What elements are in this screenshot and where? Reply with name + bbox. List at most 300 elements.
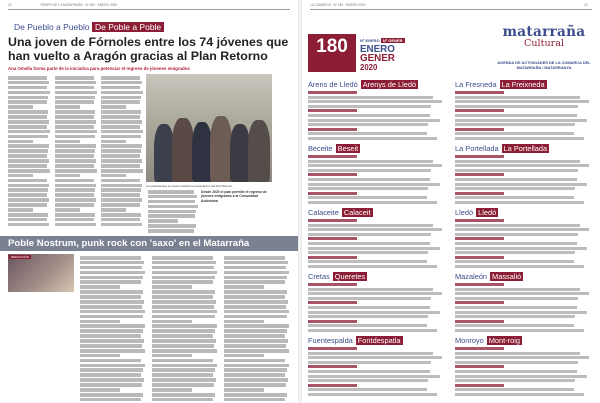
event-date [308, 283, 357, 286]
text-line [55, 130, 97, 134]
agenda-town-heading [308, 272, 367, 281]
event-line [455, 260, 574, 263]
text-line [148, 190, 194, 194]
event-line [308, 196, 427, 199]
event-line [455, 356, 589, 359]
text-line [152, 266, 214, 270]
event-line [308, 356, 442, 359]
year: 2020 [360, 63, 378, 72]
text-line [152, 368, 215, 372]
agenda-town-heading [455, 336, 522, 345]
event-line [308, 96, 433, 99]
text-line [8, 96, 48, 100]
agenda-town-heading [455, 144, 549, 153]
text-line [55, 213, 95, 217]
event-line [455, 178, 577, 181]
event-line [308, 388, 427, 391]
text-line [55, 164, 94, 168]
text-line [55, 76, 94, 80]
text-line [101, 76, 140, 80]
right-page [302, 0, 600, 403]
text-line [55, 188, 95, 192]
text-line [148, 229, 194, 233]
text-line [80, 271, 145, 275]
text-line [55, 159, 96, 163]
event-line [455, 315, 575, 318]
text-line [55, 105, 80, 109]
event-date [455, 256, 504, 259]
agenda-title: AGENDA DE ACTIVIDADES DE LA COMARCA DEL MATARRAÑA / MATARRANYA [497, 60, 591, 70]
event-line [308, 105, 431, 108]
text-line [55, 208, 80, 212]
event-line [455, 201, 584, 204]
town-name-es: Beceite [308, 144, 333, 153]
event-date [308, 237, 357, 240]
text-line [101, 96, 141, 100]
event-date [308, 301, 357, 304]
header-rule-right [310, 9, 592, 10]
event-line [455, 297, 578, 300]
right-page-header: LA COMARCA · Nº 180 · ENERO 2020 [310, 3, 366, 7]
town-name-es: Calaceite [308, 208, 339, 217]
event-line [308, 233, 431, 236]
text-line [152, 334, 213, 338]
text-line [101, 208, 126, 212]
month-ca: GENER [360, 53, 395, 64]
text-line [101, 203, 140, 207]
text-line [148, 224, 196, 228]
event-line [308, 265, 437, 268]
text-line [101, 81, 142, 85]
text-line [55, 135, 95, 139]
text-line [80, 339, 144, 343]
text-line [8, 208, 33, 212]
header-rule [8, 9, 290, 10]
event-line [455, 137, 584, 140]
event-date [455, 347, 504, 350]
event-line [308, 123, 428, 126]
feature-column-2 [152, 256, 218, 403]
text-line [152, 310, 217, 314]
text-line [101, 110, 141, 114]
event-line [308, 169, 431, 172]
text-line [148, 205, 198, 209]
text-line [8, 149, 48, 153]
event-line [308, 137, 437, 140]
text-line [8, 193, 47, 197]
text-line [8, 213, 48, 217]
feature-title: Poble Nostrum, punk rock con 'saxo' en el Matarraña [0, 236, 298, 251]
event-date [308, 219, 357, 222]
text-line [224, 295, 285, 299]
text-line [152, 276, 215, 280]
month-es: ENERO [360, 44, 395, 55]
text-line [8, 164, 47, 168]
event-line [308, 201, 437, 204]
text-line [80, 305, 142, 309]
event-line [308, 251, 428, 254]
event-line [308, 292, 442, 295]
text-line [80, 388, 120, 392]
town-name-ca: La Freixneda [501, 80, 545, 89]
text-line [101, 184, 142, 188]
text-line [8, 76, 47, 80]
agenda-town-heading [308, 208, 373, 217]
event-date [455, 91, 504, 94]
agenda-town-heading [455, 208, 498, 217]
event-line [308, 306, 430, 309]
photo-caption: Los participantes se reúnen durante la presentación del Plan Retorno [146, 184, 232, 188]
town-name-es: Mazaleón [455, 272, 488, 281]
issue-number: 180 [316, 36, 348, 57]
event-line [455, 196, 574, 199]
event-date [308, 128, 357, 131]
text-line [101, 154, 140, 158]
text-line [80, 378, 144, 382]
event-line [308, 183, 440, 186]
feature-photo [8, 254, 74, 292]
event-date [455, 384, 504, 387]
text-line [8, 135, 48, 139]
article-column-3 [101, 76, 143, 228]
event-line [455, 105, 578, 108]
text-line [101, 115, 140, 119]
town-name-ca: Calaceit [343, 208, 371, 217]
text-line [80, 368, 143, 372]
event-line [455, 242, 577, 245]
event-line [455, 114, 577, 117]
section-title-es: De Pueblo a Pueblo [14, 22, 90, 32]
text-line [55, 110, 95, 114]
event-line [455, 228, 589, 231]
text-line [55, 193, 94, 197]
town-name-ca: Mont-roig [488, 336, 520, 345]
text-line [80, 398, 141, 402]
text-line [224, 276, 287, 280]
event-line [308, 324, 427, 327]
event-line [455, 388, 574, 391]
text-line [224, 324, 289, 328]
event-line [455, 224, 580, 227]
event-date [455, 283, 504, 286]
text-line [55, 100, 94, 104]
text-line [80, 315, 143, 319]
event-date [455, 128, 504, 131]
event-line [455, 352, 580, 355]
text-line [152, 261, 216, 265]
text-line [152, 256, 213, 260]
text-line [152, 373, 213, 377]
event-line [455, 96, 580, 99]
article-photo [146, 74, 272, 182]
text-line [80, 334, 141, 338]
text-line [80, 383, 142, 387]
text-line [80, 300, 144, 304]
edition-label-es: Nº ENERO [360, 38, 380, 43]
event-date [455, 155, 504, 158]
text-line [152, 300, 216, 304]
text-line [55, 184, 96, 188]
right-page-number: 23 [584, 3, 588, 7]
text-line [152, 388, 192, 392]
event-line [308, 242, 430, 245]
text-line [152, 290, 215, 294]
text-line [148, 195, 197, 199]
text-line [55, 81, 96, 85]
text-line [224, 398, 285, 402]
town-name-es: Lledó [455, 208, 474, 217]
event-line [308, 164, 442, 167]
event-line [455, 329, 584, 332]
town-name-ca: Queretes [334, 272, 366, 281]
event-date [455, 301, 504, 304]
event-date [455, 365, 504, 368]
text-line [224, 339, 288, 343]
text-line [224, 266, 286, 270]
text-line [152, 305, 214, 309]
event-line [308, 315, 428, 318]
text-line [101, 100, 140, 104]
text-line [8, 174, 33, 178]
text-line [8, 223, 49, 227]
event-date [308, 320, 357, 323]
text-line [55, 144, 96, 148]
event-date [308, 155, 357, 158]
text-line [80, 324, 145, 328]
logo-word: matarraña [502, 24, 586, 40]
event-line [308, 329, 437, 332]
left-page-number: 22 [8, 3, 12, 7]
article-column-2 [55, 76, 97, 228]
text-line [8, 120, 49, 124]
text-line [224, 280, 285, 284]
text-line [8, 169, 50, 173]
text-line [148, 200, 195, 204]
event-line [308, 311, 440, 314]
text-line [101, 86, 140, 90]
text-line [101, 120, 142, 124]
text-line [55, 96, 95, 100]
text-line [8, 188, 48, 192]
text-line [152, 324, 217, 328]
text-line [224, 329, 287, 333]
event-line [455, 251, 575, 254]
event-line [455, 123, 575, 126]
text-line [8, 179, 47, 183]
town-name-ca: Beseit [337, 144, 359, 153]
town-name-ca: Massalió [492, 272, 522, 281]
event-line [308, 352, 433, 355]
town-name-es: Monroyo [455, 336, 484, 345]
feature-column-3 [224, 256, 290, 403]
event-line [455, 187, 575, 190]
article-column-4 [148, 190, 198, 234]
text-line [224, 344, 286, 348]
event-date [308, 91, 357, 94]
event-line [455, 288, 580, 291]
text-line [8, 184, 49, 188]
text-line [55, 198, 96, 202]
text-line [80, 320, 120, 324]
event-date [455, 219, 504, 222]
event-date [455, 173, 504, 176]
text-line [224, 354, 264, 358]
text-line [80, 261, 144, 265]
event-date [308, 109, 357, 112]
text-line [152, 359, 213, 363]
text-line [55, 115, 94, 119]
text-line [101, 213, 141, 217]
text-line [8, 125, 47, 129]
text-line [152, 344, 214, 348]
text-line [55, 140, 80, 144]
text-line [55, 218, 94, 222]
text-line [152, 329, 215, 333]
town-name-ca: La Portellada [503, 144, 548, 153]
event-line [455, 119, 587, 122]
text-line [152, 315, 215, 319]
event-date [455, 192, 504, 195]
event-line [308, 132, 427, 135]
event-line [308, 379, 428, 382]
text-line [101, 193, 140, 197]
feature-byline: REDACCIÓN [11, 255, 30, 259]
event-line [308, 288, 433, 291]
text-line [8, 115, 47, 119]
town-name-es: La Portellada [455, 144, 499, 153]
text-line [152, 378, 216, 382]
event-line [455, 100, 589, 103]
text-line [152, 364, 217, 368]
text-line [152, 285, 192, 289]
text-line [80, 373, 141, 377]
text-line [8, 91, 50, 95]
text-line [8, 159, 49, 163]
event-date [308, 256, 357, 259]
text-line [152, 320, 192, 324]
text-line [8, 144, 49, 148]
agenda-town-heading [308, 144, 360, 153]
text-line [8, 86, 47, 90]
text-line [224, 256, 285, 260]
text-line [224, 393, 287, 397]
text-line [8, 203, 47, 207]
text-line [224, 383, 286, 387]
text-line [224, 271, 289, 275]
text-line [8, 218, 47, 222]
text-line [224, 320, 264, 324]
event-line [308, 178, 430, 181]
text-line [55, 174, 80, 178]
text-line [8, 140, 33, 144]
event-date [455, 320, 504, 323]
left-page-header: TIEMPO DE LA MATARRAÑA · Nº 180 · ENERO 2020 [40, 3, 118, 7]
text-line [80, 256, 141, 260]
text-line [148, 210, 196, 214]
text-line [55, 154, 94, 158]
text-line [80, 285, 120, 289]
text-line [101, 91, 143, 95]
agenda-town-heading [308, 336, 403, 345]
event-line [455, 247, 587, 250]
text-line [55, 169, 97, 173]
text-line [80, 295, 141, 299]
event-line [455, 324, 574, 327]
text-line [224, 310, 289, 314]
text-line [8, 110, 48, 114]
text-line [224, 378, 288, 382]
event-line [308, 119, 440, 122]
text-line [55, 223, 96, 227]
event-line [455, 169, 578, 172]
event-line [308, 370, 430, 373]
event-line [308, 260, 427, 263]
text-line [101, 144, 142, 148]
text-line [80, 266, 142, 270]
text-line [101, 179, 140, 183]
event-line [455, 370, 577, 373]
text-line [224, 368, 287, 372]
event-date [455, 109, 504, 112]
text-line [152, 295, 213, 299]
text-line [224, 334, 285, 338]
event-line [308, 297, 431, 300]
text-line [101, 105, 126, 109]
event-line [455, 375, 587, 378]
event-line [308, 160, 433, 163]
event-line [455, 233, 578, 236]
event-line [308, 375, 440, 378]
text-line [55, 91, 97, 95]
text-line [80, 364, 145, 368]
text-line [224, 364, 289, 368]
text-line [55, 120, 96, 124]
text-line [152, 349, 217, 353]
text-line [8, 100, 47, 104]
text-line [101, 140, 126, 144]
text-line [80, 290, 143, 294]
text-line [101, 169, 143, 173]
article-lead: Ana Omella forma parte de la iniciativa para potenciar el regreso de jóvenes emigrados [8, 66, 190, 71]
event-date [308, 192, 357, 195]
event-line [455, 160, 580, 163]
event-line [308, 361, 431, 364]
text-line [80, 359, 141, 363]
text-line [55, 149, 95, 153]
town-name-es: Fuentespalda [308, 336, 353, 345]
text-line [101, 149, 141, 153]
text-line [8, 198, 49, 202]
text-line [224, 315, 287, 319]
pull-quote: Desde 2020 el plan permite el regreso de jóvenes emigrados a la Comunidad Autónoma [201, 190, 267, 203]
text-line [101, 198, 142, 202]
text-line [152, 271, 217, 275]
text-line [152, 393, 215, 397]
text-line [152, 280, 213, 284]
event-line [308, 114, 430, 117]
text-line [152, 354, 192, 358]
event-date [308, 384, 357, 387]
text-line [80, 280, 141, 284]
event-date [308, 365, 357, 368]
text-line [101, 174, 126, 178]
event-line [308, 100, 442, 103]
text-line [224, 373, 285, 377]
event-line [308, 224, 433, 227]
text-line [55, 179, 94, 183]
article-column-1 [8, 76, 50, 228]
left-page [0, 0, 298, 403]
